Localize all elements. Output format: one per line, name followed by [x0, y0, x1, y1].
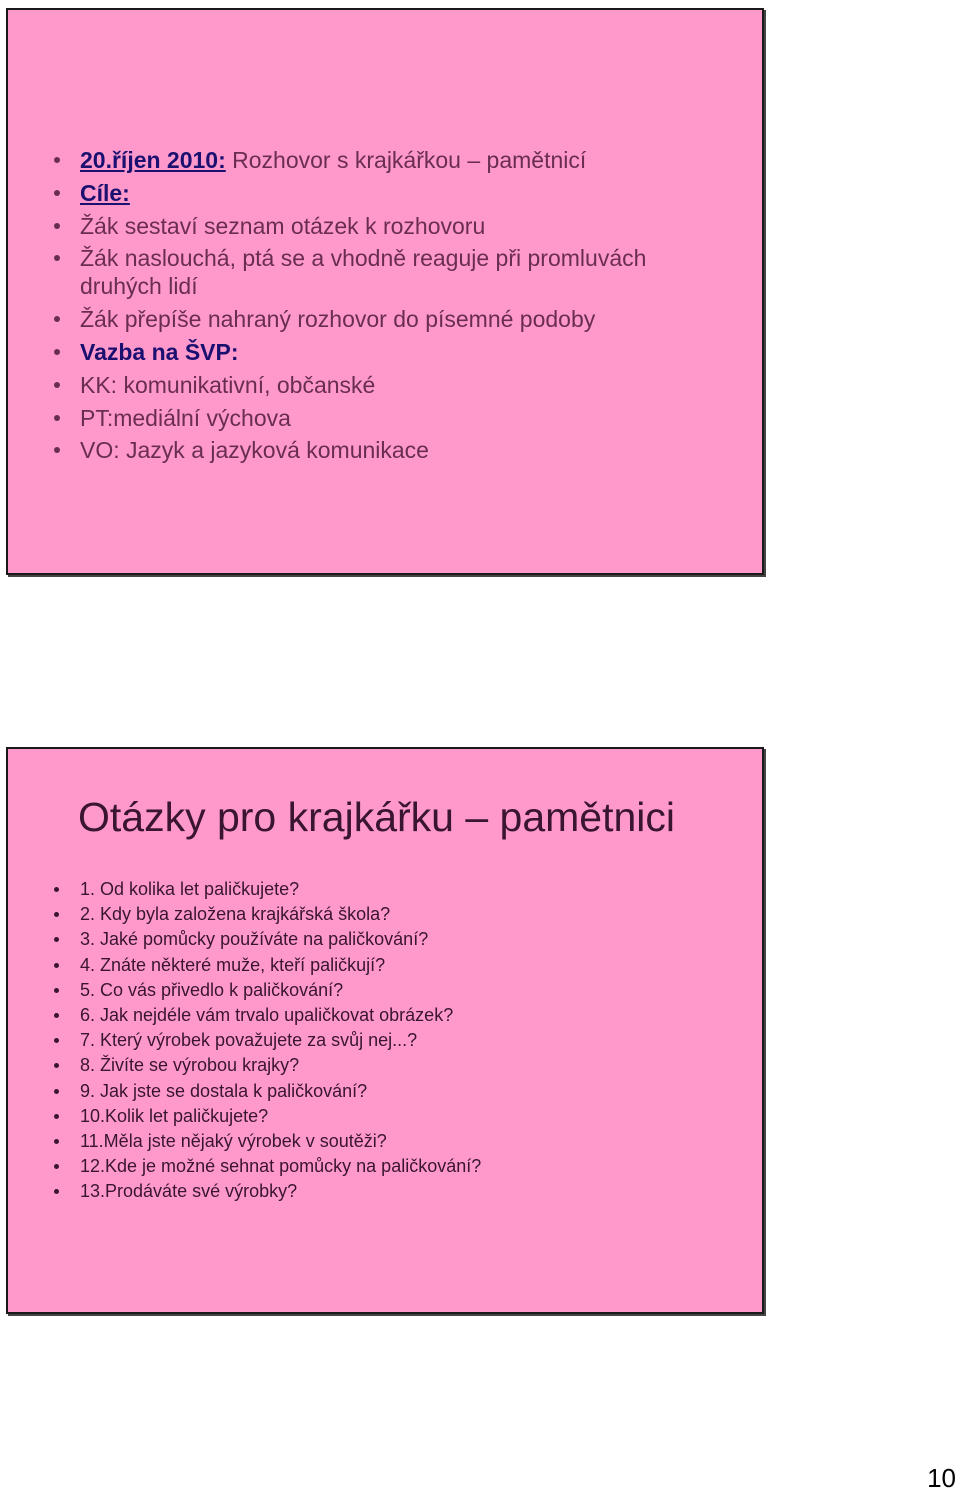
- list-item: [54, 404, 734, 432]
- bullet-icon: [54, 937, 59, 942]
- questions-list: [54, 877, 734, 1205]
- bullet-icon: [54, 963, 59, 968]
- goals-heading: Cíle:: [80, 179, 130, 206]
- question-text: 9. Jak jste se dostala k paličkování?: [80, 1080, 368, 1101]
- bullet-icon: [54, 1089, 59, 1094]
- page-number: 10: [927, 1463, 956, 1493]
- item-text: KK: komunikativní, občanské: [80, 371, 376, 398]
- question-text: 5. Co vás přivedlo k paličkování?: [80, 979, 344, 1000]
- bullet-icon: [54, 316, 60, 322]
- bullet-icon: [54, 447, 60, 453]
- list-item: [54, 212, 734, 240]
- list-item: [54, 371, 734, 399]
- item-text: PT:mediální výchova: [80, 404, 291, 431]
- question-text: 4. Znáte některé muže, kteří paličkují?: [80, 954, 386, 975]
- item-text: Rozhovor s krajkářkou – pamětnicí: [225, 147, 587, 173]
- bullet-icon: [54, 1189, 59, 1194]
- bullet-icon: [54, 1114, 59, 1119]
- list-item: [54, 902, 734, 927]
- question-text: 8. Živíte se výrobou krajky?: [80, 1055, 300, 1076]
- question-text: 12.Kde je možné sehnat pomůcky na paličkování?: [80, 1156, 482, 1177]
- slide-lesson-goals: [6, 8, 764, 575]
- list-item: [54, 1079, 734, 1104]
- list-item: [54, 1104, 734, 1129]
- question-text: 11.Měla jste nějaký výrobek v soutěži?: [80, 1131, 387, 1152]
- question-text: 1. Od kolika let paličkujete?: [80, 879, 300, 899]
- bullet-icon: [54, 157, 60, 163]
- list-item: [54, 1053, 734, 1078]
- slide-title: Otázky pro krajkářku – pamětnici: [78, 794, 676, 840]
- bullet-icon: [54, 887, 59, 892]
- bullet-icon: [54, 382, 60, 388]
- bullet-icon: [54, 190, 60, 196]
- question-text: 2. Kdy byla založena krajkářská škola?: [80, 904, 391, 925]
- list-item: [54, 927, 734, 952]
- list-item: [54, 1179, 734, 1204]
- slide-questions: [6, 747, 764, 1314]
- list-item: [54, 1003, 734, 1028]
- list-item: [54, 436, 734, 464]
- item-text: Žák naslouchá, ptá se a vhodně reaguje při promluvách druhých lidí: [80, 245, 647, 300]
- item-text: Žák přepíše nahraný rozhovor do písemné podoby: [80, 306, 596, 333]
- list-item: [54, 978, 734, 1003]
- bullet-icon: [54, 988, 59, 993]
- list-item: [54, 1129, 734, 1154]
- question-text: 13.Prodáváte své výrobky?: [80, 1181, 298, 1202]
- list-item: [54, 1154, 734, 1179]
- svp-heading: Vazba na ŠVP:: [80, 338, 239, 365]
- bullet-icon: [54, 223, 60, 229]
- bullet-icon: [54, 912, 59, 917]
- question-text: 6. Jak nejdéle vám trvalo upaličkovat obrázek?: [80, 1005, 454, 1026]
- bullet-icon: [54, 1164, 59, 1169]
- bullet-icon: [54, 349, 60, 355]
- list-item: [54, 146, 734, 174]
- bullet-icon: [54, 1038, 59, 1043]
- list-item: [54, 877, 734, 902]
- list-item: [54, 305, 734, 333]
- item-text: VO: Jazyk a jazyková komunikace: [80, 437, 429, 464]
- date-heading: 20.říjen 2010:: [80, 147, 226, 173]
- bullet-icon: [54, 1013, 59, 1018]
- item-text: Žák sestaví seznam otázek k rozhovoru: [80, 212, 486, 239]
- bullet-icon: [54, 255, 60, 261]
- question-text: 3. Jaké pomůcky používáte na paličkování?: [80, 929, 429, 950]
- question-text: 7. Který výrobek považujete za svůj nej...?: [80, 1030, 418, 1051]
- bullet-icon: [54, 1139, 59, 1144]
- list-item: [54, 244, 734, 300]
- bullet-icon: [54, 1063, 59, 1068]
- bullet-icon: [54, 415, 60, 421]
- question-text: 10.Kolik let paličkujete?: [80, 1105, 269, 1126]
- list-item: [54, 1028, 734, 1053]
- list-item: [54, 179, 734, 207]
- list-item: [54, 953, 734, 978]
- goals-list: [54, 146, 734, 469]
- list-item: [54, 338, 734, 366]
